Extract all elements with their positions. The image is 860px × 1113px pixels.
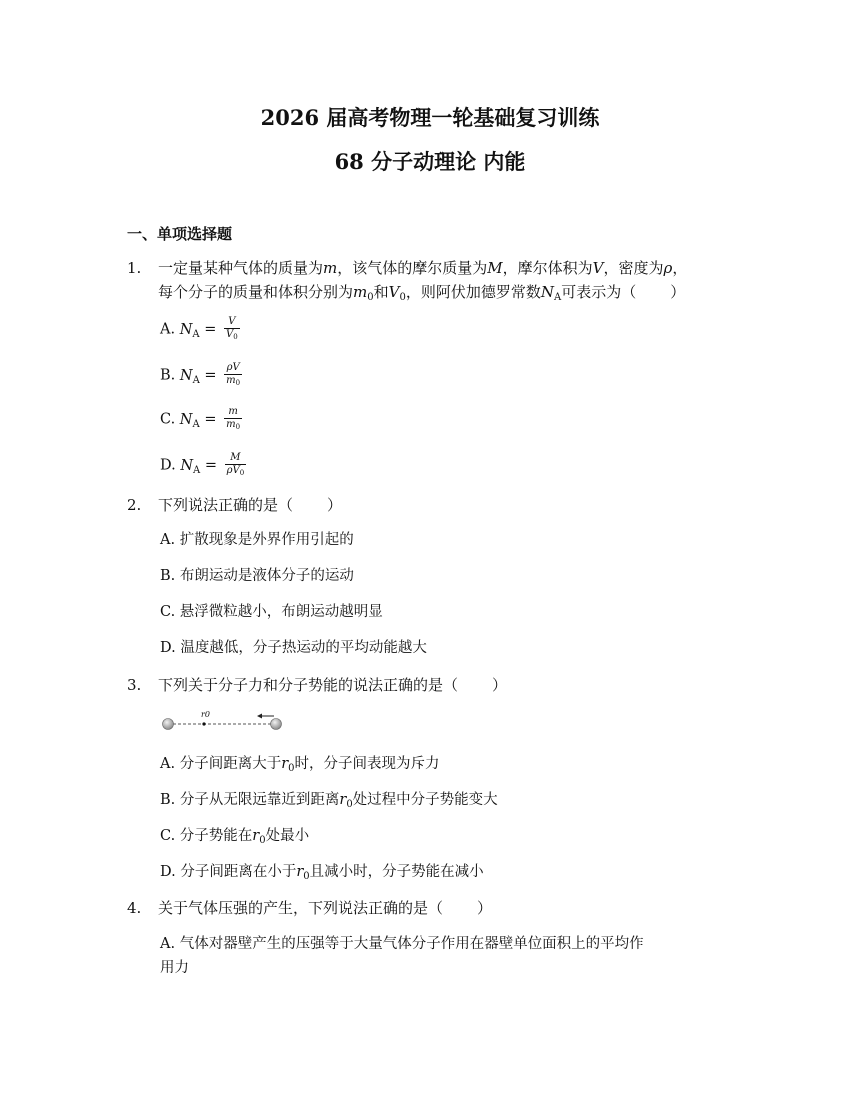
question-4-option-a[interactable]: A. 气体对器壁产生的压强等于大量气体分子作用在器壁单位面积上的平均作 用力 [160,936,644,976]
question-3-option-a[interactable]: A. 分子间距离大于$r_0$时，分子间表现为斥力 [160,756,440,774]
question-2-option-d[interactable]: D. 温度越低，分子热运动的平均动能越大 [160,640,427,656]
arrow-head [257,714,262,719]
question-2-option-c[interactable]: C. 悬浮微粒越小，布朗运动越明显 [160,604,383,620]
question-1-option-c[interactable]: C. $N_A$ = $\frac{m}{m_0}$ [160,406,241,431]
question-2-number: 2. [127,496,142,514]
molecule-distance-figure [158,706,288,732]
question-3-option-d[interactable]: D. 分子间距离在小于$r_0$且减小时，分子势能在减小 [160,864,484,882]
question-1-option-b[interactable]: B. $N_A$ = $\frac{\rho V}{m_0}$ [160,362,241,387]
question-3-text: 下列关于分子力和分子势能的说法正确的是（ ） [158,676,508,694]
question-4-number: 4. [127,899,142,917]
question-1-text: 一定量某种气体的质量为m，该气体的摩尔质量为M，摩尔体积为V，密度为ρ， 每个分子的质量和体积分别为$m_0$和$V_0$，则阿伏加德罗常数$N_A$可表示为（ ） [158,259,688,303]
question-3-number: 3. [127,676,142,694]
question-1-option-a[interactable]: A. $N_A$ = $\frac{V}{V_0}$ [160,316,238,341]
r0-label: r0 [201,710,210,719]
question-2-text: 下列说法正确的是（ ） [158,496,343,514]
question-3-option-b[interactable]: B. 分子从无限远靠近到距离$r_0$处过程中分子势能变大 [160,792,498,810]
question-1-option-d[interactable]: D. $N_A$ = $\frac{M}{\rho V_0}$ [160,452,245,477]
page-title: 2026 届高考物理一轮基础复习训练 [260,105,600,130]
question-1-number: 1. [127,259,142,277]
molecule-right [271,719,282,730]
question-2-option-a[interactable]: A. 扩散现象是外界作用引起的 [160,532,354,548]
question-2-option-b[interactable]: B. 布朗运动是液体分子的运动 [160,568,354,584]
equilibrium-point [202,722,205,725]
molecule-left [163,719,174,730]
page-subtitle: 68 分子动理论 内能 [334,149,526,174]
question-4-text: 关于气体压强的产生，下列说法正确的是（ ） [158,899,493,917]
section-heading: 一、单项选择题 [127,225,233,243]
question-3-option-c[interactable]: C. 分子势能在$r_0$处最小 [160,828,310,846]
